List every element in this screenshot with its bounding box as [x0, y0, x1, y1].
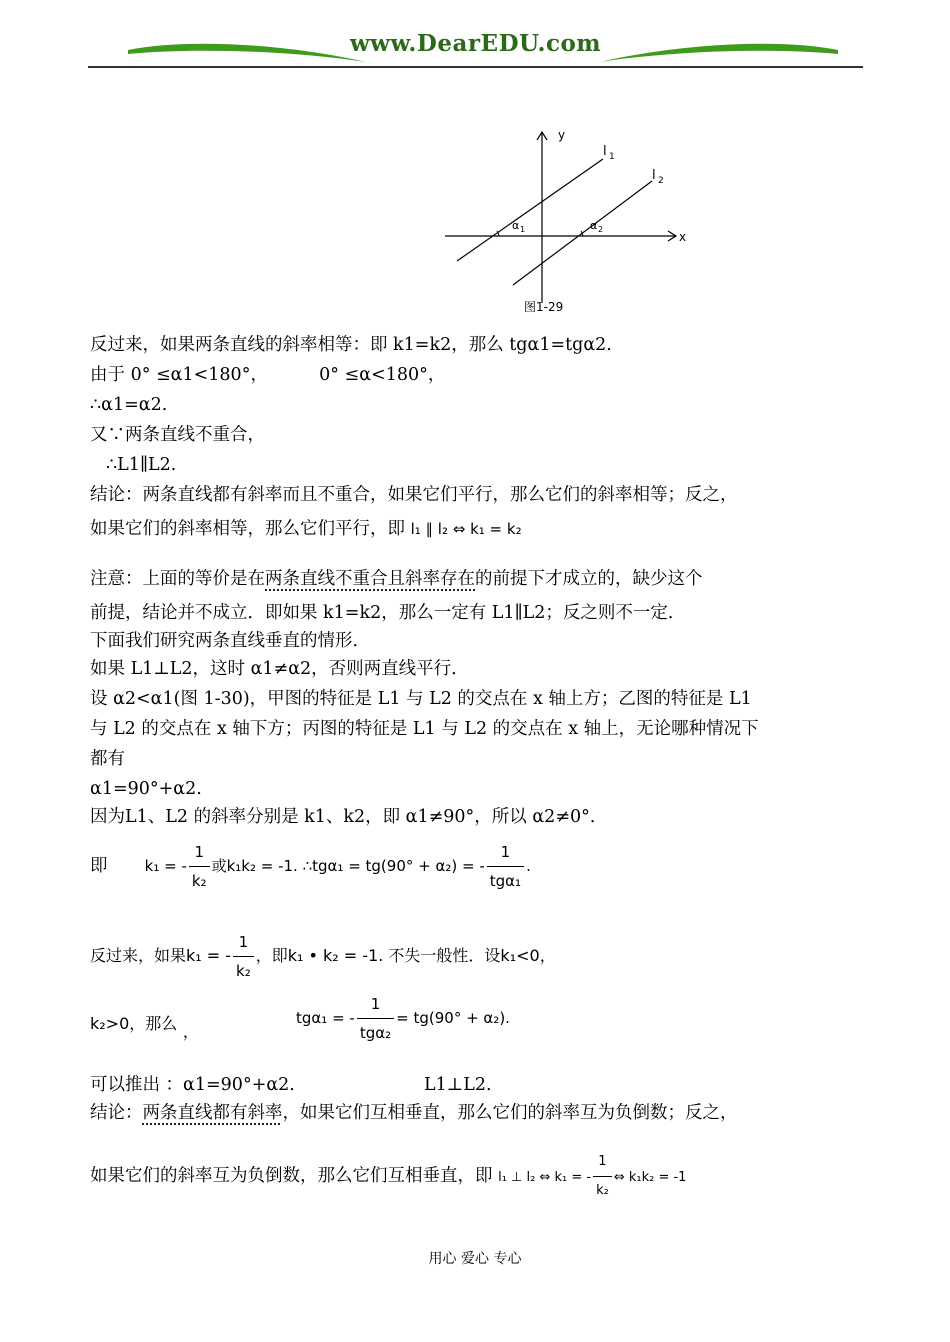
- numerator: 1: [370, 995, 381, 1013]
- math-line: [90, 928, 556, 985]
- text-segment: 如果它们的斜率互为负倒数，那么它们互相垂直，即: [90, 1166, 493, 1186]
- text-segment: 注意：上面的等价是在: [90, 569, 265, 589]
- label-alpha1: α: [512, 219, 520, 232]
- label-y: y: [558, 128, 566, 142]
- paragraph-line: 因为L1、L2 的斜率分别是 k1、k2，即 α1≠90°，所以 α2≠0°．: [90, 807, 608, 827]
- coordinate-diagram: [440, 125, 700, 320]
- page-header: [88, 30, 863, 70]
- numerator: 1: [598, 1154, 607, 1169]
- figure-caption: 图1-29: [524, 300, 564, 314]
- text-segment: 由于 0° ≤α1<180°，: [90, 365, 268, 385]
- label-alpha2-sub: 2: [598, 225, 604, 234]
- math-line: [90, 838, 531, 895]
- paragraph-line: 与 L2 的交点在 x 轴下方；丙图的特征是 L1 与 L2 的交点在 x 轴上，无论哪种情况下: [90, 719, 759, 739]
- text-segment: 即: [90, 856, 108, 876]
- math-expression: l₁ ∥ l₂ ⇔ k₁ = k₂: [410, 520, 522, 538]
- numerator: 1: [238, 933, 249, 951]
- math-expression: 或k₁k₂ = -1. ∴tgα₁ = tg(90° + α₂) = -: [211, 857, 485, 875]
- denominator: tgα₂: [357, 1018, 394, 1047]
- fraction: [593, 1148, 612, 1205]
- paragraph-line: [90, 1102, 738, 1124]
- line-l1: [457, 159, 603, 261]
- paragraph-line: 都有: [90, 749, 125, 769]
- header-rule: [88, 66, 863, 68]
- math-expression: tgα₁ = -: [296, 1009, 355, 1027]
- fraction: [487, 838, 524, 895]
- math-expression: .: [526, 857, 531, 875]
- paragraph-line: ∴α1=α2.: [90, 395, 168, 415]
- math-line: [90, 1148, 686, 1205]
- label-alpha1-sub: 1: [520, 225, 526, 234]
- numerator: 1: [194, 843, 204, 861]
- paragraph-line: [90, 1074, 492, 1096]
- label-l2: l: [652, 168, 656, 183]
- paragraph-line: 结论：两条直线都有斜率而且不重合，如果它们平行，那么它们的斜率相等；反之，: [90, 485, 738, 505]
- paragraph-line: ∴L1∥L2.: [106, 455, 177, 475]
- site-logo-text: www.DearEDU.com: [349, 30, 602, 57]
- paragraph-line: 下面我们研究两条直线垂直的情形．: [90, 631, 370, 651]
- fraction: [357, 990, 394, 1047]
- label-alpha2: α: [590, 219, 598, 232]
- math-expression: = tg(90° + α₂).: [396, 1009, 510, 1027]
- denominator: k₂: [189, 866, 210, 895]
- text-segment: 可以推出 ：α1=90°+α2.: [90, 1075, 295, 1095]
- numerator: 1: [500, 843, 511, 861]
- paragraph-line: 如果 L1⊥L2，这时 α1≠α2，否则两直线平行．: [90, 659, 469, 679]
- math-line: [90, 1010, 199, 1041]
- paragraph-line: 设 α2<α1(图 1-30)，甲图的特征是 L1 与 L2 的交点在 x 轴上方；乙图的特征是 L1: [90, 689, 752, 709]
- paragraph-line: 又∵两条直线不重合，: [90, 425, 265, 445]
- label-l1-sub: 1: [609, 152, 615, 162]
- denominator: k₂: [593, 1176, 612, 1205]
- label-l1: l: [603, 144, 607, 159]
- paragraph-line: [90, 568, 703, 590]
- text-segment: ，如果它们互相垂直，那么它们的斜率互为负倒数；反之，: [282, 1103, 738, 1123]
- math-line: [296, 990, 510, 1047]
- math-expression: ，即k₁ • k₂ = -1. 不失一般性．设k₁<0，: [255, 946, 556, 965]
- math-expression: 反过来，如果k₁ = -: [90, 946, 232, 965]
- fraction: [233, 928, 254, 985]
- text-segment: 如果它们的斜率相等，那么它们平行，即: [90, 519, 405, 539]
- math-expression: l₁ ⊥ l₂ ⇔ k₁ = -: [498, 1170, 592, 1185]
- paragraph-line: [90, 364, 445, 386]
- page-footer: 用心 爱心 专心: [428, 1251, 522, 1267]
- text-segment: 结论：: [90, 1103, 143, 1123]
- paragraph-line: α1=90°+α2.: [90, 779, 202, 799]
- emphasized-text: 两条直线不重合且斜率存在: [265, 569, 475, 589]
- math-expression: k₂>0，那么: [90, 1014, 178, 1033]
- paragraph-line: 前提，结论并不成立．即如果 k1=k2，那么一定有 L1∥L2；反之则不一定．: [90, 603, 686, 623]
- text-segment: L1⊥L2.: [424, 1075, 492, 1095]
- figure-1-29: [440, 125, 700, 320]
- paragraph-line: [90, 518, 522, 540]
- math-expression: ⇔ k₁k₂ = -1: [613, 1170, 687, 1185]
- label-l2-sub: 2: [658, 176, 664, 186]
- paragraph-line: 反过来，如果两条直线的斜率相等：即 k1=k2，那么 tgα1=tgα2.: [90, 335, 612, 355]
- text-segment: 的前提下才成立的，缺少这个: [475, 569, 703, 589]
- fraction: [189, 838, 210, 895]
- denominator: k₂: [233, 956, 254, 985]
- math-expression: k₁ = -: [144, 857, 187, 875]
- text-segment: ，: [182, 1022, 199, 1041]
- emphasized-text: 两条直线都有斜率: [142, 1103, 283, 1123]
- denominator: tgα₁: [487, 866, 524, 895]
- text-segment: 0° ≤α<180°，: [319, 365, 446, 385]
- label-x: x: [679, 230, 687, 244]
